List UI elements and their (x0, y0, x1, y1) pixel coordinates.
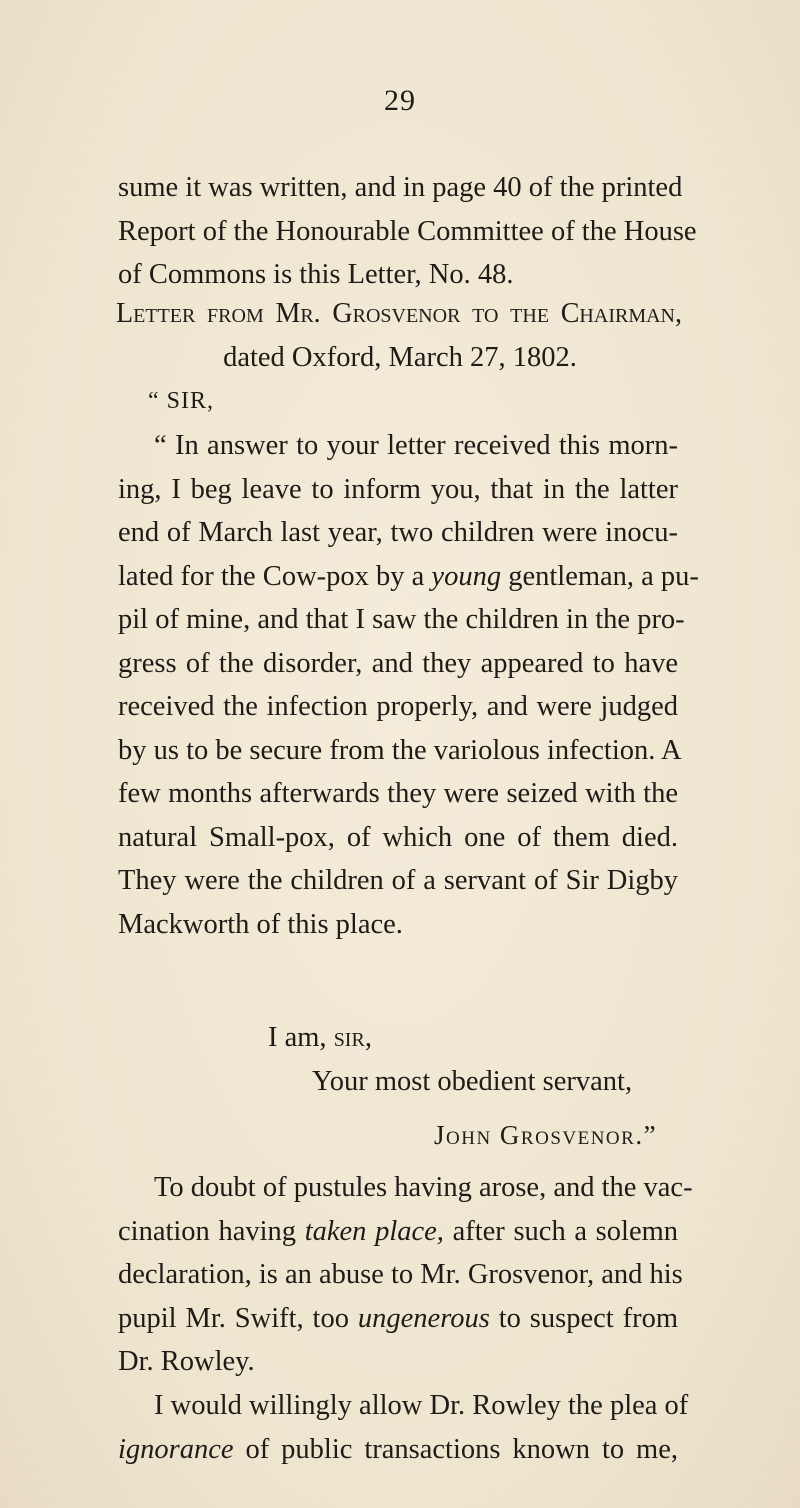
text-line: ing, I beg leave to inform you, that in the latter (118, 473, 678, 505)
italic-run: ignorance (118, 1433, 234, 1465)
small-caps-run: sir (333, 1022, 365, 1053)
text-line: sume it was written, and in page 40 of the printed (118, 172, 683, 203)
letter-date: dated Oxford, March 27, 1802. (223, 342, 577, 373)
intro-paragraph (118, 166, 697, 297)
letter-salutation: “ SIR, (148, 388, 214, 414)
text-line (118, 555, 699, 599)
letter-closing (268, 1016, 372, 1060)
page-number: 29 (384, 84, 416, 117)
text-run: to suspect from (489, 1302, 679, 1334)
letter-signature: John Grosvenor.” (434, 1120, 658, 1150)
text-line: of Commons is this Letter, No. 48. (118, 259, 514, 290)
text-line: Mackworth of this place. (118, 908, 403, 940)
text-line: Report of the Honourable Committee of the House (118, 215, 697, 247)
italic-run: taken place, (304, 1215, 444, 1247)
text-run: , (364, 1022, 372, 1053)
letter-body (118, 424, 699, 946)
text-run: lated for the Cow-pox by a (118, 560, 432, 592)
text-run: pupil Mr. Swift, too (118, 1302, 358, 1334)
commentary-paragraph-1 (118, 1166, 693, 1384)
text-run: after such a solemn (443, 1215, 679, 1247)
text-line: declaration, is an abuse to Mr. Grosvenor, and his (118, 1259, 683, 1290)
text-line: They were the children of a servant of Sir Digby (118, 865, 678, 896)
text-run: gentleman, a pu- (501, 560, 699, 592)
text-line: “ In answer to your letter received this morn- (154, 430, 678, 461)
text-line: received the infection properly, and were judged (118, 691, 678, 722)
text-line: natural Small-pox, of which one of them died. (118, 821, 678, 853)
text-line: by us to be secure from the variolous infection. A (118, 734, 682, 766)
text-line: I would willingly allow Dr. Rowley the plea of (154, 1390, 689, 1421)
text-line (118, 1297, 678, 1341)
letter-heading: Letter from Mr. Grosvenor to the Chairman, (116, 298, 682, 329)
commentary-paragraph-2 (118, 1384, 689, 1471)
text-run: I am, (268, 1022, 334, 1053)
text-line (118, 1428, 678, 1472)
italic-run: ungenerous (357, 1302, 490, 1334)
letter-valediction: Your most obedient servant, (312, 1066, 633, 1097)
text-line (118, 1210, 678, 1254)
text-line: few months afterwards they were seized with the (118, 778, 678, 809)
text-line: pil of mine, and that I saw the children in the pro- (118, 604, 685, 635)
text-line: Dr. Rowley. (118, 1346, 255, 1377)
text-line: To doubt of pustules having arose, and the vac- (154, 1172, 693, 1203)
text-line: end of March last year, two children were inocu- (118, 517, 678, 548)
italic-run: young (431, 560, 502, 592)
text-line: gress of the disorder, and they appeared to have (118, 647, 678, 679)
text-run: of public transactions known to me, (233, 1433, 678, 1465)
text-run: cination having (118, 1215, 305, 1247)
